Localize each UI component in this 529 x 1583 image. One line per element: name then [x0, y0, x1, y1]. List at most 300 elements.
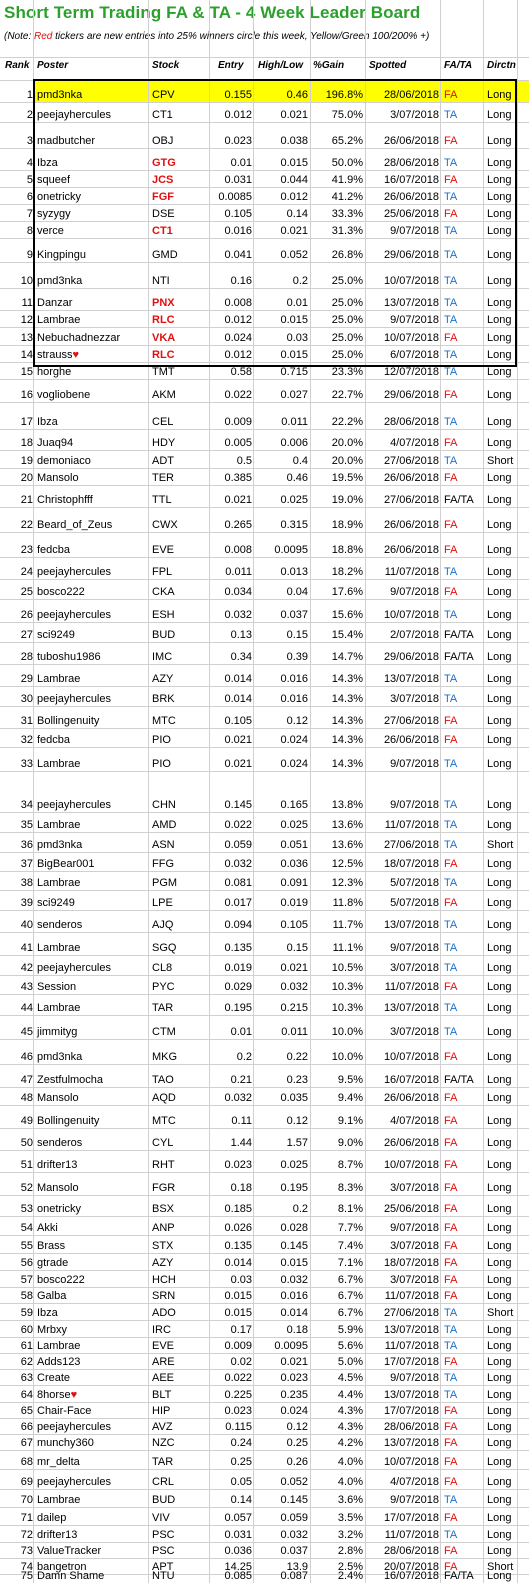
table-row: [0, 910, 529, 932]
cell-entry: 0.032: [224, 1092, 252, 1104]
cell-entry: 0.18: [230, 1182, 252, 1194]
note-prefix: (Note:: [4, 31, 35, 42]
cell-hl: 0.019: [280, 897, 308, 909]
cell-gain: 19.5%: [331, 472, 363, 484]
cell-rank: 37: [20, 858, 33, 870]
cell-stock: MTC: [152, 715, 176, 727]
cell-spot: 13/07/2018: [383, 1324, 439, 1336]
legend-note: [4, 31, 429, 42]
cell-fa: TA: [444, 1026, 458, 1038]
cell-stock: VIV: [152, 1512, 170, 1524]
cell-rank: 35: [20, 819, 33, 831]
cell-poster: peejayhercules: [37, 1476, 111, 1488]
cell-gain: 4.3%: [337, 1421, 363, 1433]
cell-entry: 0.019: [224, 962, 252, 974]
cell-rank: 31: [20, 715, 33, 727]
table-row: [0, 1105, 529, 1128]
cell-stock: RLC: [152, 349, 175, 361]
cell-gain: 41.2%: [331, 191, 363, 203]
cell-poster: pmd3nka: [37, 275, 83, 287]
cell-stock: NZC: [152, 1437, 175, 1449]
table-row: [0, 345, 529, 362]
cell-stock: ANP: [152, 1222, 175, 1234]
cell-stock: PIO: [152, 734, 171, 746]
cell-rank: 34: [20, 799, 33, 811]
cell-fa: FA: [444, 1356, 458, 1368]
cell-rank: 13: [20, 332, 33, 344]
cell-spot: 3/07/2018: [390, 1240, 439, 1252]
cell-entry: 0.081: [224, 877, 252, 889]
cell-spot: 26/06/2018: [383, 734, 439, 746]
cell-poster: Lambrae: [37, 877, 81, 889]
cell-entry: 0.03: [230, 1274, 252, 1286]
cell-spot: 11/07/2018: [384, 1290, 439, 1302]
cell-entry: 0.009: [224, 1340, 252, 1352]
cell-fa: TA: [444, 1372, 458, 1384]
cell-entry: 0.021: [224, 758, 252, 770]
cell-spot: 2/07/2018: [390, 629, 439, 641]
cell-entry: 0.023: [224, 1405, 252, 1417]
cell-gain: 14.7%: [331, 651, 363, 663]
cell-poster: Brass: [37, 1240, 66, 1252]
cell-hl: 0.105: [280, 919, 308, 931]
cell-spot: 11/07/2018: [384, 981, 439, 993]
cell-spot: 9/07/2018: [390, 799, 439, 811]
cell-dir: Long: [487, 1274, 512, 1286]
cell-spot: 18/07/2018: [383, 1257, 439, 1269]
cell-stock: TAO: [152, 1074, 174, 1086]
cell-gain: 22.2%: [331, 416, 363, 428]
cell-fa: TA: [444, 962, 458, 974]
cell-gain: 25.0%: [331, 314, 363, 326]
cell-dir: Long: [487, 389, 512, 401]
cell-gain: 10.5%: [331, 962, 363, 974]
cell-poster: bangetron: [37, 1561, 87, 1573]
cell-spot: 4/07/2018: [390, 437, 439, 449]
table-row: [0, 1353, 529, 1369]
cell-spot: 3/07/2018: [390, 109, 439, 121]
cell-rank: 71: [20, 1512, 33, 1524]
cell-rank: 67: [20, 1437, 33, 1449]
cell-gain: 7.1%: [337, 1257, 363, 1269]
cell-spot: 11/07/2018: [384, 1340, 439, 1352]
cell-poster: Bollingenuity: [37, 715, 100, 727]
cell-poster: Create: [37, 1372, 71, 1384]
table-row: [0, 1216, 529, 1235]
cell-rank: 28: [20, 651, 33, 663]
cell-rank: 73: [20, 1545, 33, 1557]
cell-spot: 25/06/2018: [383, 1203, 439, 1215]
cell-spot: 27/06/2018: [383, 494, 439, 506]
cell-spot: 10/07/2018: [383, 1051, 439, 1063]
cell-hl: 0.26: [286, 1456, 308, 1468]
cell-spot: 17/07/2018: [383, 1405, 439, 1417]
cell-poster: Lambrae: [37, 819, 81, 831]
cell-rank: 16: [20, 389, 33, 401]
cell-poster: drifter13: [37, 1529, 78, 1541]
table-row: [0, 148, 529, 170]
cell-stock: CT1: [152, 109, 173, 121]
cell-gain: 7.7%: [337, 1222, 363, 1234]
cell-entry: 0.145: [224, 799, 252, 811]
cell-fa: TA: [444, 349, 458, 361]
cell-rank: 38: [20, 877, 33, 889]
cell-stock: CL8: [152, 962, 173, 974]
cell-fa: FA: [444, 519, 458, 531]
cell-rank: 22: [20, 519, 33, 531]
cell-entry: 1.44: [230, 1137, 252, 1149]
cell-spot: 10/07/2018: [383, 1456, 439, 1468]
cell-hl: 0.027: [280, 389, 308, 401]
table-row: [0, 1087, 529, 1105]
table-row: [0, 1402, 529, 1418]
cell-rank: 3: [26, 135, 33, 147]
cell-stock: HDY: [152, 437, 176, 449]
cell-hl: 0.46: [286, 89, 308, 101]
cell-rank: 55: [20, 1240, 33, 1252]
cell-dir: Long: [487, 349, 512, 361]
cell-hl: 0.715: [280, 366, 308, 378]
cell-gain: 19.0%: [331, 494, 363, 506]
cell-gain: 10.0%: [331, 1051, 363, 1063]
cell-entry: 0.011: [225, 566, 252, 578]
cell-gain: 4.5%: [337, 1372, 363, 1384]
header-row: [0, 60, 529, 80]
cell-fa: FA: [444, 89, 458, 101]
cell-stock: ADT: [152, 455, 174, 467]
table-row: [0, 429, 529, 450]
cell-hl: 0.052: [280, 1476, 308, 1488]
cell-fa: FA: [444, 1115, 458, 1127]
cell-rank: 52: [20, 1182, 33, 1194]
cell-dir: Long: [487, 135, 512, 147]
table-row: [0, 622, 529, 642]
cell-dir: Long: [487, 297, 512, 309]
cell-fa: TA: [444, 919, 458, 931]
cell-stock: NTI: [152, 275, 170, 287]
cell-entry: 0.009: [224, 416, 252, 428]
cell-rank: 64: [20, 1389, 33, 1401]
cell-stock: CPV: [152, 89, 175, 101]
cell-gain: 4.2%: [337, 1437, 363, 1449]
cell-stock: CRL: [152, 1476, 175, 1488]
cell-fa: FA: [444, 715, 458, 727]
cell-hl: 0.165: [280, 799, 308, 811]
cell-gain: 18.8%: [331, 544, 363, 556]
cell-hl: 0.016: [280, 1290, 308, 1302]
cell-poster: Bollingenuity: [37, 1115, 100, 1127]
cell-gain: 2.8%: [337, 1545, 363, 1557]
cell-fa: FA: [444, 472, 458, 484]
cell-dir: Long: [487, 1389, 512, 1401]
cell-poster: Ibza: [37, 1307, 58, 1319]
cell-fa: TA: [444, 799, 458, 811]
cell-poster: Christophfff: [37, 494, 93, 506]
cell-spot: 13/07/2018: [383, 919, 439, 931]
cell-spot: 10/07/2018: [383, 609, 439, 621]
cell-gain: 5.6%: [337, 1340, 363, 1352]
cell-spot: 27/06/2018: [383, 715, 439, 727]
cell-spot: 26/06/2018: [383, 519, 439, 531]
cell-stock: AEE: [152, 1372, 175, 1384]
table-row: [0, 1195, 529, 1216]
cell-stock: CHN: [152, 799, 176, 811]
cell-entry: 0.014: [224, 1257, 252, 1269]
cell-dir: Long: [487, 877, 512, 889]
cell-entry: 0.022: [224, 819, 252, 831]
cell-rank: 27: [20, 629, 33, 641]
cell-entry: 0.0085: [218, 191, 252, 203]
cell-spot: 26/06/2018: [383, 191, 439, 203]
cell-stock: AVZ: [152, 1421, 173, 1433]
cell-dir: Long: [487, 1222, 512, 1234]
cell-spot: 26/06/2018: [383, 1137, 439, 1149]
cell-gain: 11.7%: [332, 919, 363, 931]
cell-poster: Session: [37, 981, 77, 993]
cell-fa: TA: [444, 225, 458, 237]
cell-entry: 0.034: [224, 586, 252, 598]
cell-stock: SRN: [152, 1290, 176, 1302]
cell-fa: TA: [444, 109, 458, 121]
cell-entry: 0.155: [224, 89, 252, 101]
cell-rank: 49: [20, 1115, 33, 1127]
table-row: [0, 1385, 529, 1402]
cell-fa: FA: [444, 586, 458, 598]
cell-gain: 33.3%: [331, 208, 363, 220]
cell-gain: 26.8%: [331, 249, 363, 261]
table-row: [0, 664, 529, 686]
cell-entry: 0.012: [224, 109, 252, 121]
table-row: [0, 170, 529, 187]
cell-entry: 0.016: [224, 225, 252, 237]
cell-poster: peejayhercules: [37, 693, 111, 705]
cell-entry: 0.022: [224, 1372, 252, 1384]
table-row: [0, 402, 529, 429]
cell-spot: 9/07/2018: [390, 225, 439, 237]
cell-entry: 0.022: [224, 389, 252, 401]
cell-gain: 31.3%: [331, 225, 363, 237]
cell-dir: Long: [487, 715, 512, 727]
cell-stock: MKG: [152, 1051, 178, 1063]
cell-poster: sci9249: [37, 629, 75, 641]
cell-dir: Long: [487, 566, 512, 578]
cell-entry: 0.032: [224, 609, 252, 621]
table-row: [0, 1172, 529, 1195]
cell-entry: 0.005: [224, 437, 252, 449]
cell-hl: 0.0095: [274, 1340, 308, 1352]
cell-rank: 42: [20, 962, 33, 974]
cell-poster: Akki: [37, 1222, 58, 1234]
table-row: [0, 1469, 529, 1489]
cell-gain: 9.5%: [337, 1074, 363, 1086]
cell-rank: 59: [20, 1307, 33, 1319]
table-row: [0, 507, 529, 532]
cell-entry: 0.029: [224, 981, 252, 993]
cell-gain: 196.8%: [325, 89, 363, 101]
table-row: [0, 204, 529, 221]
cell-poster: Lambrae: [37, 942, 81, 954]
table-row: [0, 327, 529, 345]
cell-stock: GTG: [152, 157, 176, 169]
cell-spot: 9/07/2018: [390, 942, 439, 954]
cell-dir: Long: [487, 174, 512, 186]
cell-fa: FA/TA: [444, 629, 474, 641]
cell-rank: 54: [20, 1222, 33, 1234]
cell-stock: BRK: [152, 693, 175, 705]
cell-gain: 9.4%: [337, 1092, 363, 1104]
cell-spot: 13/07/2018: [383, 1389, 439, 1401]
cell-poster: sci9249: [37, 897, 75, 909]
cell-spot: 5/07/2018: [390, 877, 439, 889]
cell-hl: 0.215: [280, 1002, 308, 1014]
cell-rank: 17: [20, 416, 33, 428]
cell-spot: 11/07/2018: [384, 1529, 439, 1541]
cell-fa: FA: [444, 1240, 458, 1252]
cell-entry: 0.185: [224, 1203, 252, 1215]
cell-hl: 0.023: [280, 1372, 308, 1384]
cell-stock: TER: [152, 472, 174, 484]
leaderboard-title: Short Term Trading FA & TA - 4 Week Leader Board: [4, 3, 421, 22]
cell-stock: HIP: [152, 1405, 171, 1417]
cell-poster: Lambrae: [37, 1002, 81, 1014]
cell-rank: 15: [20, 366, 33, 378]
cell-gain: 7.4%: [337, 1240, 363, 1252]
cell-poster: ValueTracker: [37, 1545, 102, 1557]
cell-poster: peejayhercules: [37, 609, 111, 621]
cell-poster: BigBear001: [37, 858, 95, 870]
cell-gain: 6.7%: [337, 1274, 363, 1286]
cell-rank: 39: [20, 897, 33, 909]
cell-gain: 2.5%: [337, 1561, 363, 1573]
cell-hl: 0.028: [280, 1222, 308, 1234]
cell-fa: TA: [444, 673, 458, 685]
cell-hl: 0.024: [280, 758, 308, 770]
cell-gain: 65.2%: [331, 135, 363, 147]
cell-stock: TAR: [152, 1002, 174, 1014]
cell-dir: Long: [487, 1512, 512, 1524]
cell-fa: TA: [444, 1389, 458, 1401]
cell-entry: 0.135: [224, 942, 252, 954]
cell-entry: 0.105: [224, 208, 252, 220]
cell-stock: IMC: [152, 651, 173, 663]
cell-entry: 0.024: [224, 332, 252, 344]
cell-poster: verce: [37, 225, 64, 237]
cell-stock: PYC: [152, 981, 175, 993]
cell-stock: STX: [152, 1240, 174, 1252]
table-row: [0, 1253, 529, 1270]
cell-spot: 26/06/2018: [383, 544, 439, 556]
cell-fa: TA: [444, 819, 458, 831]
cell-dir: Long: [487, 1476, 512, 1488]
cell-poster: bosco222: [37, 1274, 85, 1286]
cell-stock: AKM: [152, 389, 176, 401]
cell-fa: FA: [444, 437, 458, 449]
cell-hl: 0.011: [281, 1026, 308, 1038]
cell-stock: ESH: [152, 609, 175, 621]
cell-dir: Long: [487, 1115, 512, 1127]
cell-hl: 0.04: [286, 586, 308, 598]
cell-hl: 0.014: [280, 1307, 308, 1319]
cell-stock: CEL: [152, 416, 174, 428]
table-row: [0, 1450, 529, 1469]
cell-fa: FA: [444, 208, 458, 220]
cell-gain: 6.7%: [337, 1290, 363, 1302]
cell-fa: TA: [444, 314, 458, 326]
cell-gain: 4.4%: [337, 1389, 363, 1401]
cell-entry: 0.58: [230, 366, 252, 378]
cell-rank: 69: [20, 1476, 33, 1488]
cell-dir: Long: [487, 734, 512, 746]
cell-dir: Long: [487, 1570, 512, 1582]
cell-rank: 40: [20, 919, 33, 931]
cell-fa: FA: [444, 1437, 458, 1449]
cell-dir: Short: [487, 839, 514, 851]
cell-dir: Long: [487, 544, 512, 556]
cell-gain: 4.0%: [337, 1456, 363, 1468]
cell-dir: Long: [487, 981, 512, 993]
cell-spot: 28/06/2018: [383, 89, 439, 101]
cell-spot: 9/07/2018: [390, 314, 439, 326]
cell-gain: 5.9%: [337, 1324, 363, 1336]
cell-rank: 20: [20, 472, 33, 484]
cell-entry: 0.015: [224, 1307, 252, 1319]
cell-fa: FA: [444, 858, 458, 870]
cell-entry: 0.041: [224, 249, 252, 261]
table-row: [0, 771, 529, 812]
cell-rank: 46: [20, 1051, 33, 1063]
cell-spot: 28/06/2018: [383, 1545, 439, 1557]
cell-fa: TA: [444, 1002, 458, 1014]
cell-hl: 0.091: [280, 877, 308, 889]
cell-entry: 0.017: [224, 897, 252, 909]
table-row: [0, 955, 529, 975]
cell-stock: CTM: [152, 1026, 176, 1038]
cell-poster: drifter13: [37, 1159, 78, 1171]
cell-fa: FA: [444, 1421, 458, 1433]
cell-fa: FA/TA: [444, 1570, 474, 1582]
cell-dir: Long: [487, 1002, 512, 1014]
cell-fa: FA: [444, 1137, 458, 1149]
cell-stock: AJQ: [152, 919, 174, 931]
cell-hl: 0.032: [280, 1274, 308, 1286]
cell-poster: Mansolo: [37, 1182, 79, 1194]
table-row: [0, 1303, 529, 1320]
cell-dir: Long: [487, 1437, 512, 1449]
cell-stock: FPL: [152, 566, 173, 578]
cell-fa: TA: [444, 366, 458, 378]
cell-rank: 47: [20, 1074, 33, 1086]
cell-rank: 50: [20, 1137, 33, 1149]
cell-hl: 0.052: [280, 249, 308, 261]
cell-dir: Long: [487, 1405, 512, 1417]
cell-dir: Long: [487, 437, 512, 449]
cell-gain: 12.5%: [331, 858, 363, 870]
cell-gain: 8.3%: [337, 1182, 363, 1194]
cell-rank: 1: [26, 89, 33, 101]
cell-hl: 0.18: [286, 1324, 308, 1336]
cell-fa: FA: [444, 1092, 458, 1104]
cell-fa: TA: [444, 1324, 458, 1336]
cell-gain: 25.0%: [331, 275, 363, 287]
table-row: [0, 450, 529, 468]
cell-poster: Galba: [37, 1290, 67, 1302]
cell-fa: FA: [444, 1561, 458, 1573]
cell-gain: 41.9%: [331, 174, 363, 186]
cell-rank: 8: [26, 225, 33, 237]
cell-fa: TA: [444, 297, 458, 309]
cell-fa: TA: [444, 758, 458, 770]
cell-dir: Long: [487, 962, 512, 974]
